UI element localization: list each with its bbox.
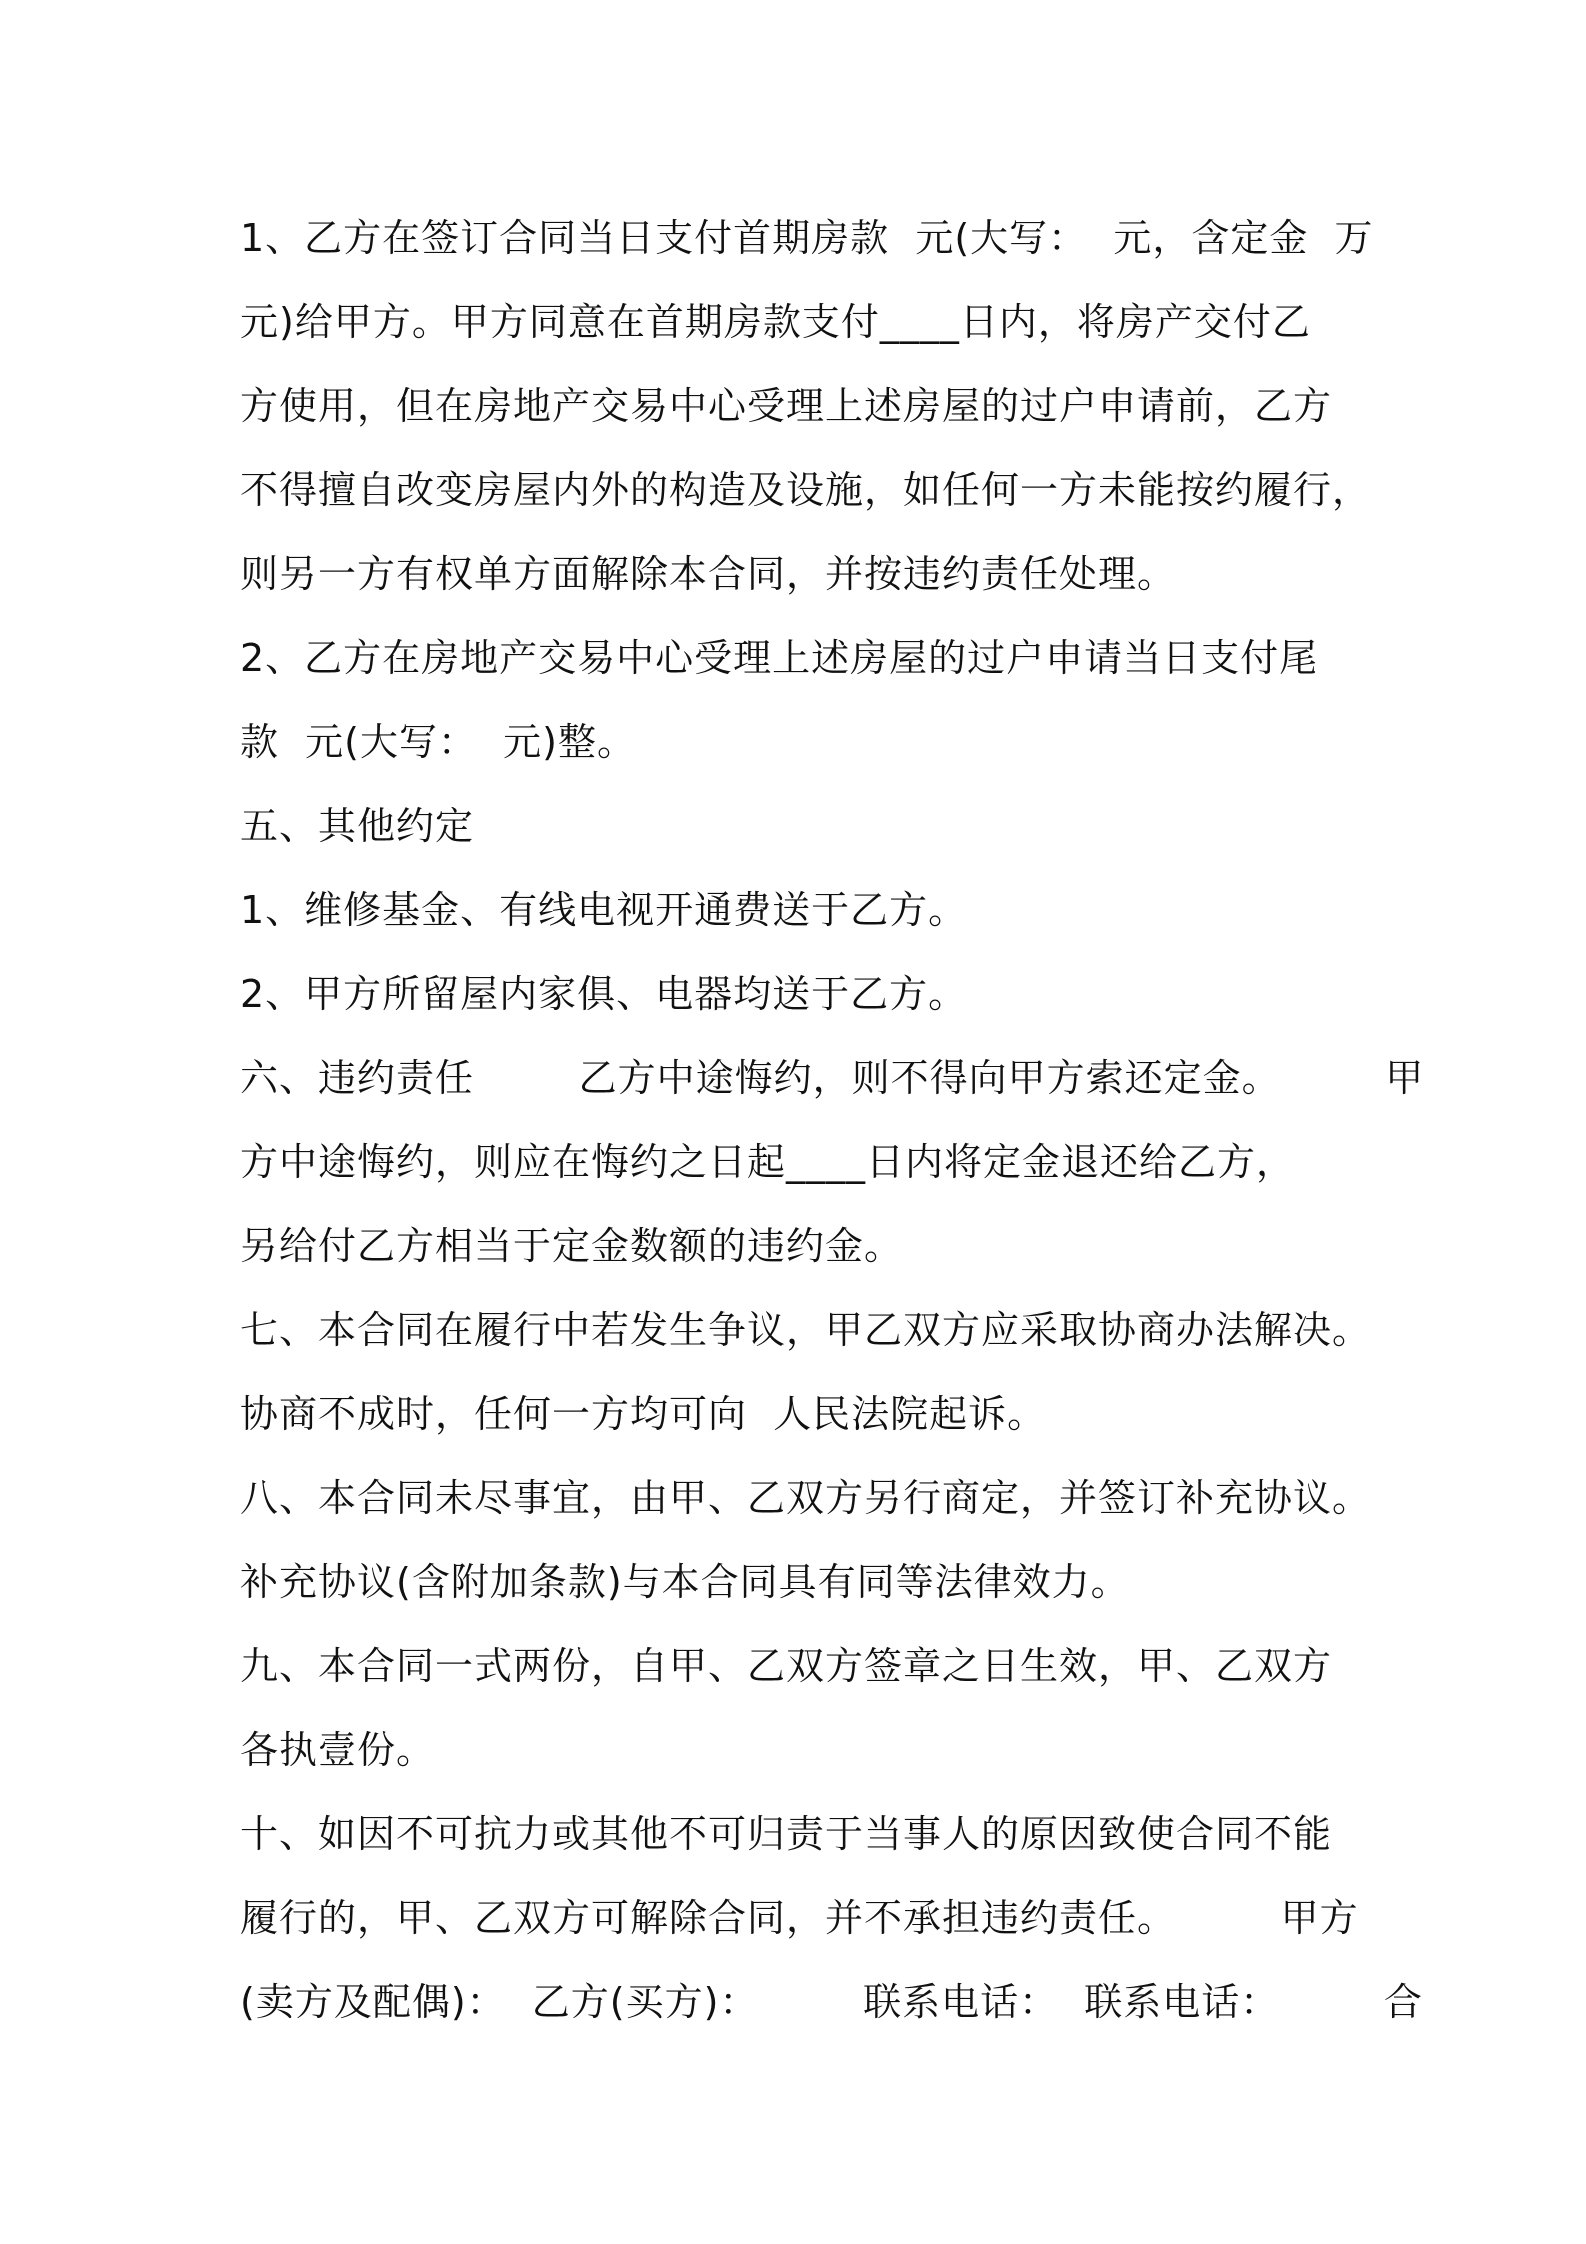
section-heading-copies: 九、本合同一式两份，自甲、乙双方签章之日生效，甲、乙双方 [240, 1644, 1333, 1688]
text-line-19: 各执壹份。 [240, 1728, 436, 1772]
section-heading-dispute: 七、本合同在履行中若发生争议，甲乙双方应采取协商办法解决。 [240, 1308, 1372, 1352]
text-line-2: 元)给甲方。甲方同意在首期房款支付____日内，将房产交付乙 [240, 300, 1311, 344]
contract-text [240, 196, 1425, 2044]
text-line-21: 履行的，甲、乙双方可解除合同，并不承担违约责任。 甲方 [240, 1896, 1359, 1940]
text-line-9: 1、维修基金、有线电视开通费送于乙方。 [240, 888, 968, 932]
signature-line: (卖方及配偶)： 乙方(买方)： 联系电话： 联系电话： 合 [240, 1980, 1423, 2024]
text-line-12: 方中途悔约，则应在悔约之日起____日内将定金退还给乙方， [240, 1140, 1296, 1184]
text-line-4: 不得擅自改变房屋内外的构造及设施，如任何一方未能按约履行， [240, 468, 1372, 512]
section-heading-other: 五、其他约定 [240, 804, 475, 848]
text-line-7: 款 元(大写： 元)整。 [240, 720, 636, 764]
section-heading-breach: 六、违约责任 乙方中途悔约，则不得向甲方索还定金。 甲 [240, 1056, 1425, 1100]
text-line-10: 2、甲方所留屋内家俱、电器均送于乙方。 [240, 972, 968, 1016]
text-line-3: 方使用，但在房地产交易中心受理上述房屋的过户申请前，乙方 [240, 384, 1333, 428]
section-heading-force-majeure: 十、如因不可抗力或其他不可归责于当事人的原因致使合同不能 [240, 1812, 1333, 1856]
section-heading-supplement: 八、本合同未尽事宜，由甲、乙双方另行商定，并签订补充协议。 [240, 1476, 1372, 1520]
text-line-15: 协商不成时，任何一方均可向 人民法院起诉。 [240, 1392, 1047, 1436]
text-line-1: 1、乙方在签订合同当日支付首期房款 元(大写： 元，含定金 万 [240, 216, 1374, 260]
text-line-13: 另给付乙方相当于定金数额的违约金。 [240, 1224, 904, 1268]
text-line-17: 补充协议(含附加条款)与本合同具有同等法律效力。 [240, 1560, 1130, 1604]
text-line-6: 2、乙方在房地产交易中心受理上述房屋的过户申请当日支付尾 [240, 636, 1319, 680]
text-line-5: 则另一方有权单方面解除本合同，并按违约责任处理。 [240, 552, 1177, 596]
